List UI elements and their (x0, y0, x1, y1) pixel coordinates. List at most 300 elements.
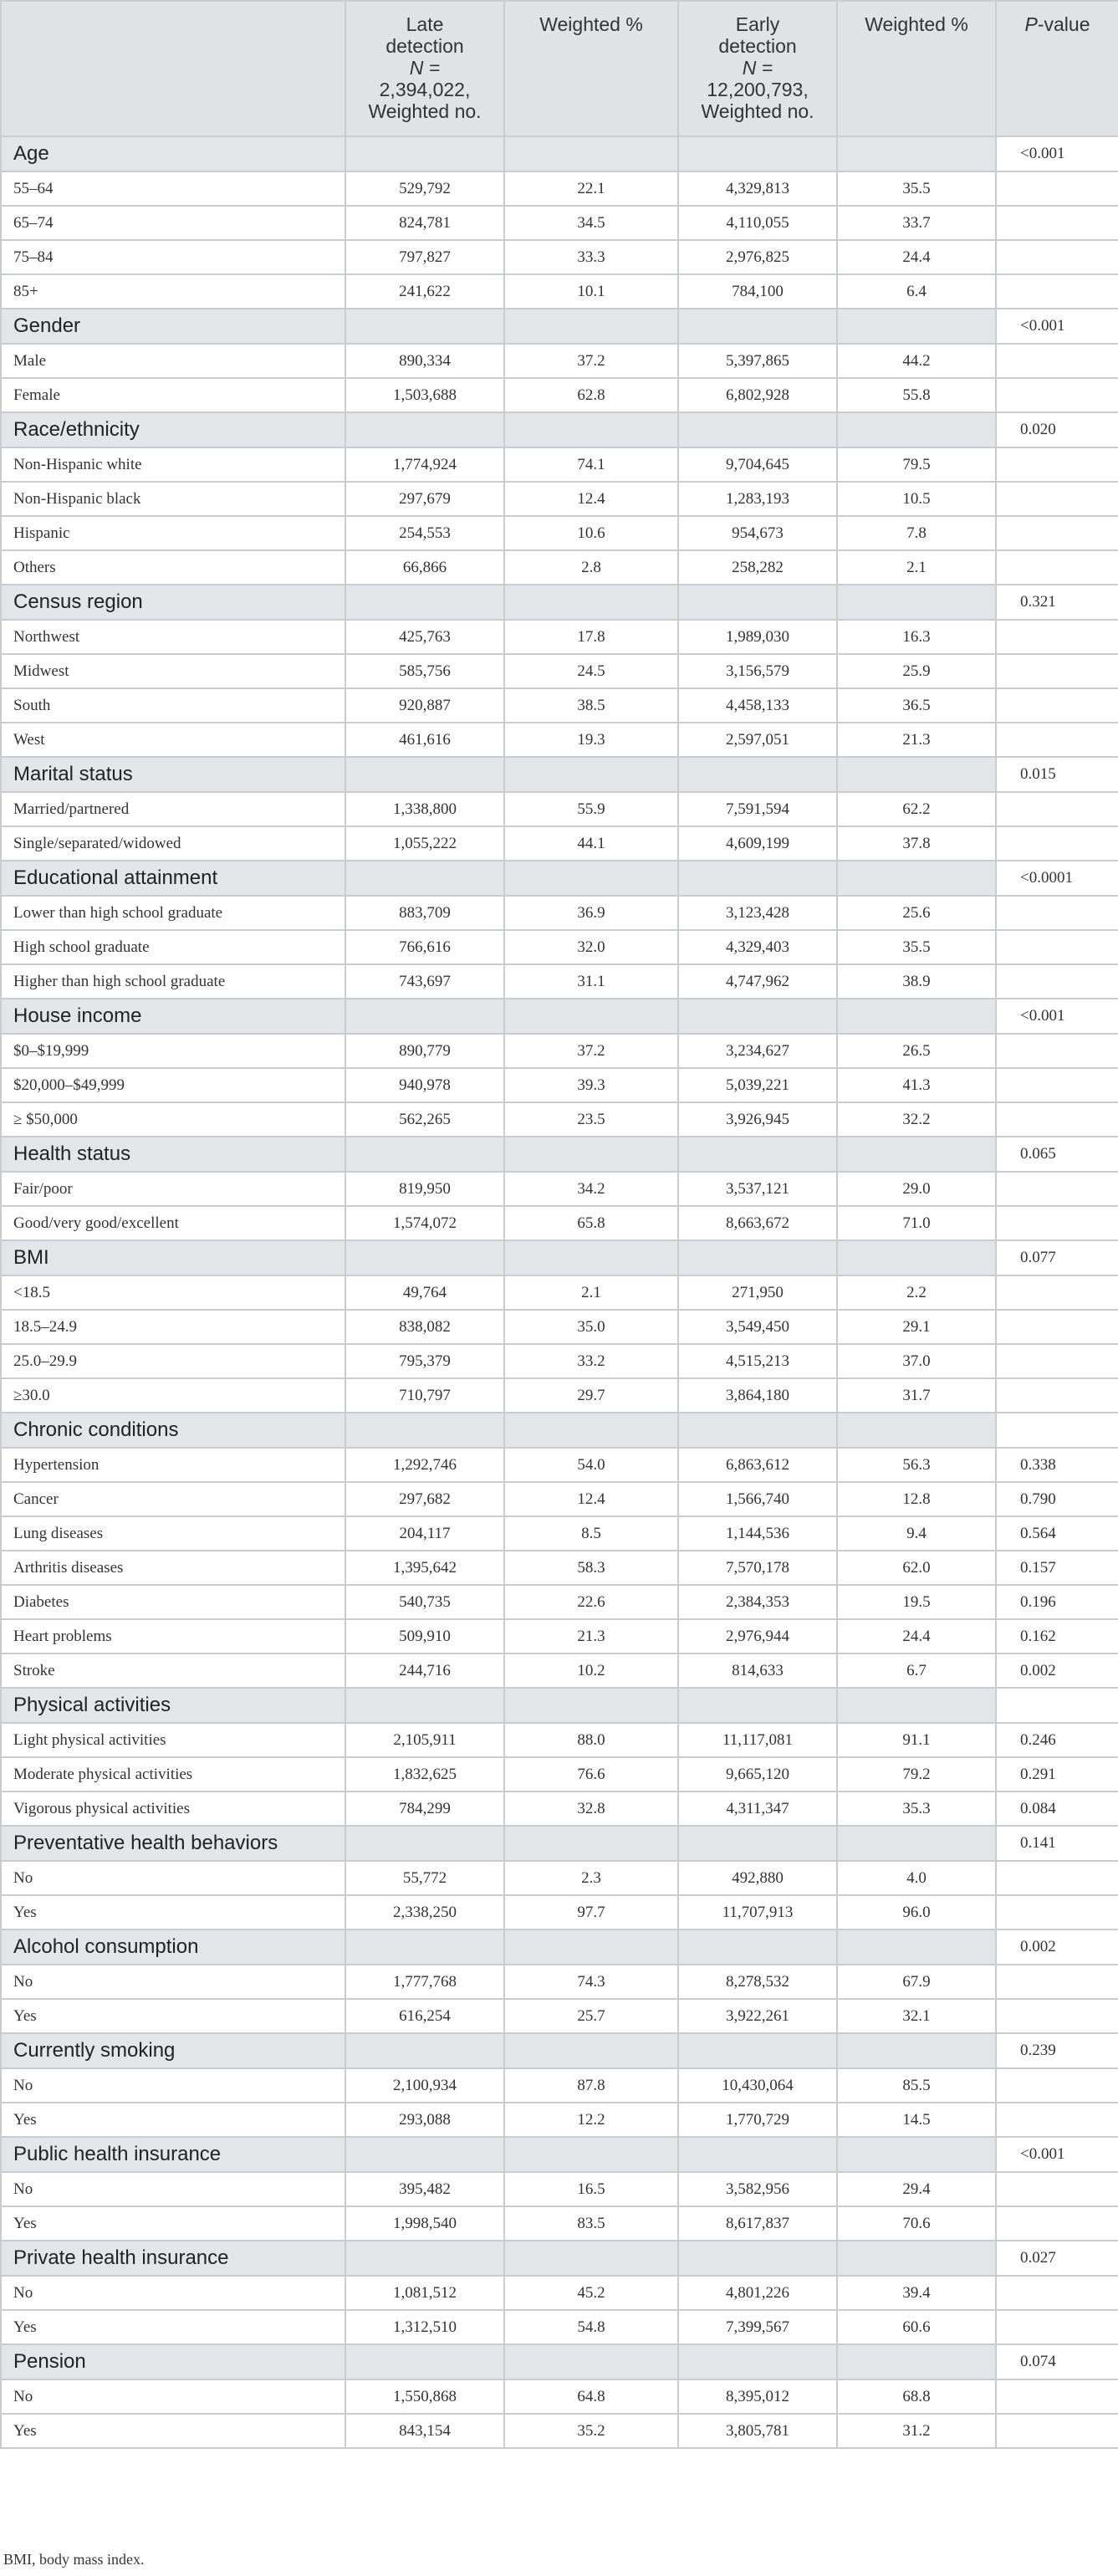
late-detection-count: 241,622 (345, 274, 504, 309)
late-weighted-pct: 74.3 (504, 1965, 678, 1999)
header-early-n-suffix: Weighted no. (701, 100, 814, 122)
row-p-value (996, 1310, 1118, 1344)
section-empty-cell (837, 861, 996, 896)
row-label: Light physical activities (1, 1723, 345, 1757)
section-empty-cell (345, 2344, 504, 2379)
section-empty-cell (678, 136, 837, 171)
early-weighted-pct: 33.7 (837, 206, 996, 240)
late-detection-count: 1,312,510 (345, 2310, 504, 2344)
early-weighted-pct: 4.0 (837, 1861, 996, 1895)
late-weighted-pct: 2.1 (504, 1275, 678, 1310)
row-p-value (996, 826, 1118, 861)
section-empty-cell (504, 2033, 678, 2068)
header-early-detection (678, 1, 837, 136)
section-title: Marital status (1, 757, 345, 792)
section-p-value: <0.001 (996, 309, 1118, 344)
header-late-n-prefix: N = (409, 57, 441, 79)
section-empty-cell (678, 1137, 837, 1172)
row-label: Yes (1, 2206, 345, 2241)
late-weighted-pct: 45.2 (504, 2276, 678, 2310)
early-weighted-pct: 10.5 (837, 482, 996, 516)
section-empty-cell (504, 412, 678, 447)
row-p-value (996, 896, 1118, 930)
section-empty-cell (345, 757, 504, 792)
row-p-value: 0.564 (996, 1516, 1118, 1551)
row-p-value (996, 1965, 1118, 1999)
row-label: Lower than high school graduate (1, 896, 345, 930)
early-detection-count: 5,397,865 (678, 344, 837, 378)
row-p-value (996, 516, 1118, 550)
table-row (1, 1653, 1118, 1688)
row-p-value (996, 2068, 1118, 2103)
section-header-row (1, 1688, 1118, 1723)
late-weighted-pct: 54.0 (504, 1448, 678, 1482)
row-p-value (996, 1068, 1118, 1102)
row-label: 65–74 (1, 206, 345, 240)
row-label: 18.5–24.9 (1, 1310, 345, 1344)
early-weighted-pct: 29.1 (837, 1310, 996, 1344)
section-empty-cell (837, 1240, 996, 1275)
row-label: Yes (1, 1999, 345, 2033)
row-p-value (996, 206, 1118, 240)
section-header-row (1, 861, 1118, 896)
late-weighted-pct: 12.4 (504, 482, 678, 516)
late-weighted-pct: 36.9 (504, 896, 678, 930)
section-empty-cell (678, 2033, 837, 2068)
early-detection-count: 2,597,051 (678, 723, 837, 757)
section-empty-cell (678, 1688, 837, 1723)
section-empty-cell (504, 1137, 678, 1172)
late-detection-count: 1,777,768 (345, 1965, 504, 1999)
row-label: Higher than high school graduate (1, 964, 345, 999)
late-detection-count: 795,379 (345, 1344, 504, 1378)
row-p-value (996, 171, 1118, 206)
row-label: No (1, 2172, 345, 2206)
section-empty-cell (504, 2344, 678, 2379)
section-p-value: 0.321 (996, 585, 1118, 620)
section-header-row (1, 585, 1118, 620)
early-detection-count: 4,311,347 (678, 1791, 837, 1826)
late-detection-count: 2,105,911 (345, 1723, 504, 1757)
early-weighted-pct: 37.0 (837, 1344, 996, 1378)
section-empty-cell (837, 2137, 996, 2172)
late-detection-count: 843,154 (345, 2414, 504, 2448)
section-title: Health status (1, 1137, 345, 1172)
late-weighted-pct: 65.8 (504, 1206, 678, 1240)
row-label: 25.0–29.9 (1, 1344, 345, 1378)
section-empty-cell (345, 1137, 504, 1172)
early-weighted-pct: 16.3 (837, 620, 996, 654)
section-empty-cell (504, 1413, 678, 1448)
section-empty-cell (678, 1826, 837, 1861)
table-row (1, 550, 1118, 585)
row-label: Diabetes (1, 1585, 345, 1619)
row-label: Cancer (1, 1482, 345, 1516)
header-p-rest: -value (1037, 13, 1090, 35)
row-label: Hispanic (1, 516, 345, 550)
row-p-value (996, 620, 1118, 654)
early-detection-count: 271,950 (678, 1275, 837, 1310)
early-detection-count: 5,039,221 (678, 1068, 837, 1102)
late-weighted-pct: 44.1 (504, 826, 678, 861)
early-weighted-pct: 38.9 (837, 964, 996, 999)
table-row (1, 2206, 1118, 2241)
row-label: $20,000–$49,999 (1, 1068, 345, 1102)
section-title: Educational attainment (1, 861, 345, 896)
early-detection-count: 1,989,030 (678, 620, 837, 654)
late-detection-count: 66,866 (345, 550, 504, 585)
table-row (1, 2414, 1118, 2448)
early-weighted-pct: 25.6 (837, 896, 996, 930)
row-p-value: 0.246 (996, 1723, 1118, 1757)
table-row (1, 826, 1118, 861)
section-empty-cell (504, 861, 678, 896)
section-header-row (1, 1826, 1118, 1861)
section-title: BMI (1, 1240, 345, 1275)
early-detection-count: 11,117,081 (678, 1723, 837, 1757)
early-detection-count: 8,278,532 (678, 1965, 837, 1999)
early-detection-count: 10,430,064 (678, 2068, 837, 2103)
section-empty-cell (504, 1688, 678, 1723)
row-label: Non-Hispanic black (1, 482, 345, 516)
late-detection-count: 920,887 (345, 688, 504, 723)
header-early-line1: Early (735, 13, 780, 35)
late-weighted-pct: 62.8 (504, 378, 678, 412)
row-label: No (1, 2276, 345, 2310)
early-detection-count: 7,570,178 (678, 1551, 837, 1585)
late-detection-count: 890,334 (345, 344, 504, 378)
section-empty-cell (504, 2137, 678, 2172)
header-early-line2: detection (718, 35, 797, 57)
early-detection-count: 3,582,956 (678, 2172, 837, 2206)
section-title: Race/ethnicity (1, 412, 345, 447)
late-weighted-pct: 54.8 (504, 2310, 678, 2344)
late-detection-count: 529,792 (345, 171, 504, 206)
late-detection-count: 244,716 (345, 1653, 504, 1688)
row-label: ≥30.0 (1, 1378, 345, 1413)
section-header-row (1, 412, 1118, 447)
late-detection-count: 824,781 (345, 206, 504, 240)
row-p-value (996, 2103, 1118, 2137)
table-row (1, 2379, 1118, 2414)
late-detection-count: 562,265 (345, 1102, 504, 1137)
late-weighted-pct: 8.5 (504, 1516, 678, 1551)
late-weighted-pct: 23.5 (504, 1102, 678, 1137)
row-p-value: 0.338 (996, 1448, 1118, 1482)
section-empty-cell (345, 1688, 504, 1723)
late-detection-count: 1,055,222 (345, 826, 504, 861)
section-header-row (1, 1929, 1118, 1965)
early-weighted-pct: 56.3 (837, 1448, 996, 1482)
late-detection-count: 710,797 (345, 1378, 504, 1413)
early-weighted-pct: 68.8 (837, 2379, 996, 2414)
section-p-value: 0.074 (996, 2344, 1118, 2379)
table-row (1, 274, 1118, 309)
early-weighted-pct: 35.3 (837, 1791, 996, 1826)
row-label: High school graduate (1, 930, 345, 964)
early-weighted-pct: 25.9 (837, 654, 996, 688)
section-title: Pension (1, 2344, 345, 2379)
row-p-value (996, 2414, 1118, 2448)
row-p-value (996, 688, 1118, 723)
row-p-value (996, 654, 1118, 688)
section-empty-cell (837, 999, 996, 1034)
table-row (1, 1791, 1118, 1826)
late-weighted-pct: 58.3 (504, 1551, 678, 1585)
table-row (1, 447, 1118, 482)
row-label: Yes (1, 2310, 345, 2344)
row-label: Heart problems (1, 1619, 345, 1653)
early-detection-count: 4,458,133 (678, 688, 837, 723)
row-p-value (996, 2172, 1118, 2206)
section-empty-cell (678, 757, 837, 792)
early-weighted-pct: 55.8 (837, 378, 996, 412)
header-p-value (996, 1, 1118, 136)
row-label: No (1, 2379, 345, 2414)
section-title: Chronic conditions (1, 1413, 345, 1448)
section-empty-cell (345, 136, 504, 171)
section-empty-cell (837, 2344, 996, 2379)
late-detection-count: 297,682 (345, 1482, 504, 1516)
row-label: Fair/poor (1, 1172, 345, 1206)
early-weighted-pct: 2.2 (837, 1275, 996, 1310)
row-p-value (996, 344, 1118, 378)
section-empty-cell (504, 757, 678, 792)
late-weighted-pct: 33.3 (504, 240, 678, 274)
late-detection-count: 297,679 (345, 482, 504, 516)
late-detection-count: 1,503,688 (345, 378, 504, 412)
section-empty-cell (678, 861, 837, 896)
section-empty-cell (345, 309, 504, 344)
section-empty-cell (345, 999, 504, 1034)
row-label: No (1, 1965, 345, 1999)
section-empty-cell (345, 861, 504, 896)
section-empty-cell (678, 1929, 837, 1965)
late-detection-count: 616,254 (345, 1999, 504, 2033)
row-label: Northwest (1, 620, 345, 654)
section-p-value: <0.001 (996, 136, 1118, 171)
early-weighted-pct: 24.4 (837, 1619, 996, 1653)
early-detection-count: 6,802,928 (678, 378, 837, 412)
table-row (1, 688, 1118, 723)
early-detection-count: 9,665,120 (678, 1757, 837, 1791)
late-detection-count: 204,117 (345, 1516, 504, 1551)
early-detection-count: 2,976,825 (678, 240, 837, 274)
section-empty-cell (837, 585, 996, 620)
table-row (1, 171, 1118, 206)
section-header-row (1, 2344, 1118, 2379)
late-weighted-pct: 83.5 (504, 2206, 678, 2241)
early-detection-count: 8,617,837 (678, 2206, 837, 2241)
header-characteristic (1, 1, 345, 136)
table-row (1, 240, 1118, 274)
section-header-row (1, 2241, 1118, 2276)
section-empty-cell (837, 1413, 996, 1448)
table-row (1, 1102, 1118, 1137)
section-p-value: <0.001 (996, 999, 1118, 1034)
late-weighted-pct: 10.2 (504, 1653, 678, 1688)
early-detection-count: 492,880 (678, 1861, 837, 1895)
late-weighted-pct: 25.7 (504, 1999, 678, 2033)
late-detection-count: 784,299 (345, 1791, 504, 1826)
early-detection-count: 4,609,199 (678, 826, 837, 861)
early-weighted-pct: 85.5 (837, 2068, 996, 2103)
late-weighted-pct: 64.8 (504, 2379, 678, 2414)
row-label: No (1, 1861, 345, 1895)
table-row (1, 1310, 1118, 1344)
late-detection-count: 1,338,800 (345, 792, 504, 826)
late-detection-count: 540,735 (345, 1585, 504, 1619)
late-detection-count: 1,574,072 (345, 1206, 504, 1240)
early-detection-count: 4,747,962 (678, 964, 837, 999)
section-title: Gender (1, 309, 345, 344)
late-detection-count: 743,697 (345, 964, 504, 999)
section-empty-cell (837, 309, 996, 344)
section-p-value: <0.001 (996, 2137, 1118, 2172)
header-weighted-pct-early: Weighted % (837, 1, 996, 136)
row-label: Hypertension (1, 1448, 345, 1482)
section-header-row (1, 309, 1118, 344)
early-detection-count: 3,926,945 (678, 1102, 837, 1137)
section-p-value: 0.027 (996, 2241, 1118, 2276)
late-detection-count: 2,338,250 (345, 1895, 504, 1929)
header-early-n-prefix: N = (742, 57, 773, 79)
section-empty-cell (345, 1826, 504, 1861)
early-weighted-pct: 71.0 (837, 1206, 996, 1240)
late-detection-count: 585,756 (345, 654, 504, 688)
row-p-value (996, 274, 1118, 309)
section-empty-cell (678, 2344, 837, 2379)
early-detection-count: 954,673 (678, 516, 837, 550)
section-header-row (1, 1413, 1118, 1448)
early-detection-count: 11,707,913 (678, 1895, 837, 1929)
late-weighted-pct: 55.9 (504, 792, 678, 826)
table-row (1, 896, 1118, 930)
row-p-value (996, 447, 1118, 482)
header-late-line2: detection (385, 35, 464, 57)
early-detection-count: 9,704,645 (678, 447, 837, 482)
table-row (1, 482, 1118, 516)
early-detection-count: 3,864,180 (678, 1378, 837, 1413)
header-late-n-suffix: Weighted no. (368, 100, 482, 122)
section-header-row (1, 757, 1118, 792)
section-empty-cell (504, 1826, 678, 1861)
early-weighted-pct: 35.5 (837, 930, 996, 964)
early-detection-count: 258,282 (678, 550, 837, 585)
late-weighted-pct: 35.2 (504, 2414, 678, 2448)
header-row (1, 1, 1118, 136)
late-weighted-pct: 76.6 (504, 1757, 678, 1791)
late-weighted-pct: 12.2 (504, 2103, 678, 2137)
early-detection-count: 2,384,353 (678, 1585, 837, 1619)
section-empty-cell (345, 1240, 504, 1275)
section-empty-cell (678, 309, 837, 344)
late-detection-count: 883,709 (345, 896, 504, 930)
late-weighted-pct: 10.6 (504, 516, 678, 550)
early-weighted-pct: 24.4 (837, 240, 996, 274)
row-label: Female (1, 378, 345, 412)
early-detection-count: 1,770,729 (678, 2103, 837, 2137)
section-empty-cell (504, 1240, 678, 1275)
early-weighted-pct: 60.6 (837, 2310, 996, 2344)
section-empty-cell (504, 136, 678, 171)
section-empty-cell (345, 2033, 504, 2068)
late-detection-count: 766,616 (345, 930, 504, 964)
section-empty-cell (504, 585, 678, 620)
table-row (1, 1344, 1118, 1378)
row-label: 85+ (1, 274, 345, 309)
row-label: Midwest (1, 654, 345, 688)
early-weighted-pct: 31.2 (837, 2414, 996, 2448)
early-weighted-pct: 21.3 (837, 723, 996, 757)
section-title: Currently smoking (1, 2033, 345, 2068)
row-label: ≥ $50,000 (1, 1102, 345, 1137)
table-row (1, 2172, 1118, 2206)
late-detection-count: 395,482 (345, 2172, 504, 2206)
table-row (1, 1895, 1118, 1929)
row-p-value (996, 723, 1118, 757)
row-p-value (996, 792, 1118, 826)
early-weighted-pct: 96.0 (837, 1895, 996, 1929)
row-p-value: 0.084 (996, 1791, 1118, 1826)
late-weighted-pct: 35.0 (504, 1310, 678, 1344)
late-weighted-pct: 39.3 (504, 1068, 678, 1102)
late-weighted-pct: 17.8 (504, 620, 678, 654)
row-label: <18.5 (1, 1275, 345, 1310)
section-empty-cell (837, 1137, 996, 1172)
row-p-value: 0.157 (996, 1551, 1118, 1585)
row-label: No (1, 2068, 345, 2103)
table-row (1, 516, 1118, 550)
late-detection-count: 49,764 (345, 1275, 504, 1310)
table-row (1, 378, 1118, 412)
late-weighted-pct: 34.2 (504, 1172, 678, 1206)
early-weighted-pct: 19.5 (837, 1585, 996, 1619)
section-empty-cell (678, 412, 837, 447)
early-weighted-pct: 62.0 (837, 1551, 996, 1585)
late-detection-count: 797,827 (345, 240, 504, 274)
section-title: Preventative health behaviors (1, 1826, 345, 1861)
late-detection-count: 1,081,512 (345, 2276, 504, 2310)
early-detection-count: 814,633 (678, 1653, 837, 1688)
late-weighted-pct: 37.2 (504, 1034, 678, 1068)
early-detection-count: 3,156,579 (678, 654, 837, 688)
row-label: Male (1, 344, 345, 378)
late-detection-count: 55,772 (345, 1861, 504, 1895)
early-weighted-pct: 29.4 (837, 2172, 996, 2206)
table-row (1, 964, 1118, 999)
table-row (1, 2068, 1118, 2103)
early-detection-count: 8,663,672 (678, 1206, 837, 1240)
early-detection-count: 4,329,403 (678, 930, 837, 964)
section-p-value (996, 1688, 1118, 1723)
row-label: Arthritis diseases (1, 1551, 345, 1585)
early-weighted-pct: 39.4 (837, 2276, 996, 2310)
late-weighted-pct: 32.0 (504, 930, 678, 964)
late-detection-count: 1,774,924 (345, 447, 504, 482)
late-detection-count: 819,950 (345, 1172, 504, 1206)
header-late-detection (345, 1, 504, 136)
row-label: Lung diseases (1, 1516, 345, 1551)
table-row (1, 620, 1118, 654)
early-weighted-pct: 12.8 (837, 1482, 996, 1516)
late-detection-count: 2,100,934 (345, 2068, 504, 2103)
late-detection-count: 461,616 (345, 723, 504, 757)
early-detection-count: 7,591,594 (678, 792, 837, 826)
early-weighted-pct: 31.7 (837, 1378, 996, 1413)
row-label: Good/very good/excellent (1, 1206, 345, 1240)
row-label: $0–$19,999 (1, 1034, 345, 1068)
